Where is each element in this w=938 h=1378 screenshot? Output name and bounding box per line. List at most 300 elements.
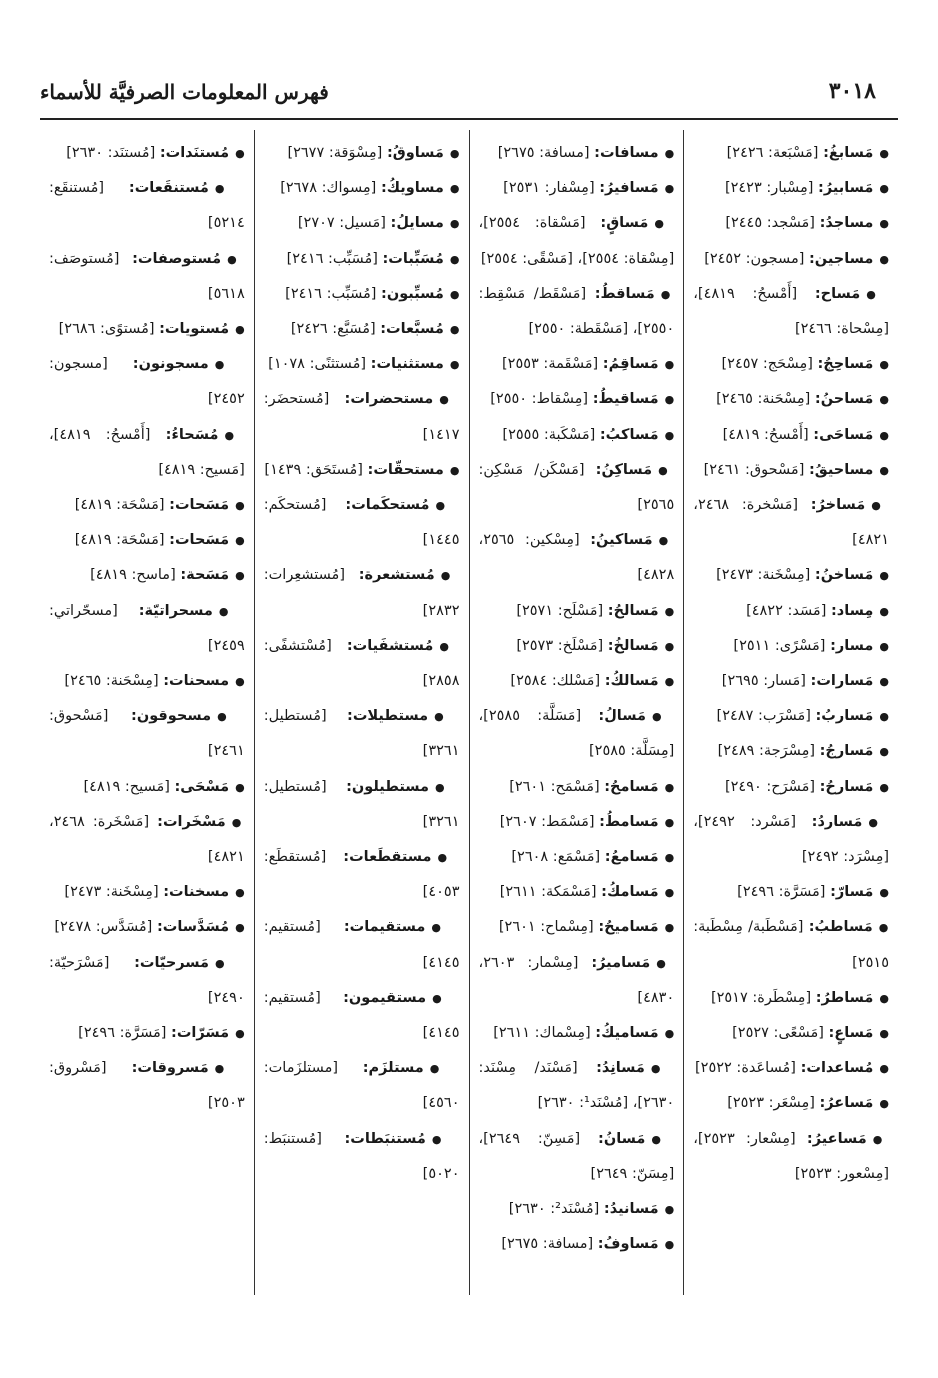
entry-headword: مَساقطُ: xyxy=(594,285,655,302)
entry-headword: مسجونون: xyxy=(132,356,209,373)
entry-headword: مَساحِجُ: xyxy=(817,356,874,373)
entry-headword: مَسارحُ: xyxy=(819,778,874,795)
entry-reference: [مَسْروق: ٢٥٠٣] xyxy=(49,1060,245,1112)
entry-headword: مَسارجُ: xyxy=(819,743,874,760)
bullet-icon: ● xyxy=(879,886,889,900)
bullet-icon: ● xyxy=(651,1132,675,1146)
index-entry xyxy=(693,1086,889,1121)
index-entry xyxy=(49,699,245,769)
entry-reference: [مُستنَد: ٢٦٣٠] xyxy=(66,145,160,161)
entry-reference: [مسافة: ٢٦٧٥] xyxy=(501,1236,598,1253)
entry-reference: [أَمْسحُ: ٤٨١٩]، [مِسْحاة: ٢٤٦٦] xyxy=(693,285,889,338)
entry-reference: [مَسار: ٢٦٩٥] xyxy=(721,673,811,690)
entry-headword: مَساطرُ: xyxy=(815,989,874,1006)
bullet-icon: ● xyxy=(449,323,460,337)
entry-reference: [مَسْحوق: ٢٤٦١] xyxy=(49,708,245,760)
index-entry xyxy=(479,453,675,523)
entry-headword: مُستحكَمات: xyxy=(345,497,430,514)
entry-reference: [مُستطيل: ٣٢٦١] xyxy=(263,778,460,830)
entry-headword: مُستنَدات: xyxy=(159,145,230,161)
index-entry xyxy=(264,910,460,980)
index-columns xyxy=(40,130,898,1295)
entry-headword: مَسَحات: xyxy=(169,497,230,514)
index-entry xyxy=(693,1051,889,1086)
index-entry xyxy=(49,136,245,171)
index-entry xyxy=(693,171,889,206)
entry-headword: مستحضرات: xyxy=(344,391,434,408)
bullet-icon: ● xyxy=(866,287,889,301)
bullet-icon: ● xyxy=(878,921,889,935)
entry-headword: مُستشفَيات: xyxy=(346,637,434,654)
index-entry xyxy=(264,488,460,558)
entry-headword: مستقطَعات: xyxy=(343,849,432,866)
bullet-icon: ● xyxy=(658,463,675,477)
bullet-icon: ● xyxy=(664,428,675,442)
bullet-icon: ● xyxy=(235,569,245,583)
entry-reference: [مَسْمَكة: ٢٦١١] xyxy=(499,884,602,901)
index-entry xyxy=(49,558,245,593)
bullet-icon: ● xyxy=(449,182,460,196)
entry-reference: [مِسْبار: ٢٤٢٣] xyxy=(724,180,819,197)
entry-reference: [مَسْكَن/ مَسْكِن: ٢٥٦٥] xyxy=(478,461,675,514)
entry-reference: [مِسْماح: ٢٦٠١] xyxy=(498,919,599,936)
index-entry xyxy=(479,418,675,453)
bullet-icon: ● xyxy=(879,147,889,160)
entry-headword: مُستويات: xyxy=(159,321,230,338)
entry-reference: [مَسيح: ٤٨١٩] xyxy=(83,778,175,795)
running-title: فهرس المعلومات الصرفيَّة للأسماء xyxy=(40,80,329,104)
bullet-icon: ● xyxy=(879,217,889,231)
bullet-icon: ● xyxy=(879,675,889,689)
entry-headword: مُساعدات: xyxy=(800,1060,874,1077)
bullet-icon: ● xyxy=(664,393,675,407)
bullet-icon: ● xyxy=(664,780,675,794)
bullet-icon: ● xyxy=(214,358,245,372)
entry-headword: مَسانُ: xyxy=(598,1130,646,1147)
bullet-icon: ● xyxy=(872,1132,889,1146)
entry-headword: مَسامحُ: xyxy=(604,778,659,795)
index-entry xyxy=(49,946,245,1016)
entry-headword: مَساح: xyxy=(814,285,861,302)
index-entry xyxy=(479,1227,675,1262)
entry-headword: مَسابيرُ: xyxy=(818,180,874,197)
bullet-icon: ● xyxy=(660,287,675,301)
index-entry xyxy=(264,206,460,241)
index-entry xyxy=(693,453,889,488)
index-entry xyxy=(49,242,245,312)
index-entry xyxy=(49,805,245,875)
bullet-icon: ● xyxy=(664,604,675,618)
index-entry xyxy=(693,242,889,277)
bullet-icon: ● xyxy=(214,182,245,196)
entry-reference: [مَسْقَط/ مَسْقِط: ٢٥٥٠]، [مَسْقَطة: ٢٥٥٠] xyxy=(478,285,675,338)
entry-reference: [مُستقيم: ٤١٤٥] xyxy=(263,919,460,971)
index-entry xyxy=(693,594,889,629)
entry-headword: مَسامعُ: xyxy=(604,849,659,866)
entry-headword: مَساوقُ: xyxy=(386,145,444,161)
entry-headword: مَسانيدُ: xyxy=(603,1201,659,1218)
entry-reference: [مِسْعار: ٢٥٢٣]، [مِسْعور: ٢٥٢٣] xyxy=(693,1130,889,1182)
bullet-icon: ● xyxy=(449,217,460,231)
index-entry xyxy=(693,206,889,241)
entry-reference: [مِسْكين: ٢٥٦٥، ٤٨٢٨] xyxy=(478,532,675,584)
index-entry xyxy=(264,1051,460,1121)
entry-reference: [مِسْخَنة: ٢٤٧٣] xyxy=(716,567,815,584)
index-column-4 xyxy=(40,130,255,1295)
bullet-icon: ● xyxy=(235,675,245,689)
entry-reference: [مُستثنًى: ١٠٧٨] xyxy=(268,356,371,373)
entry-headword: مُسَحاءُ: xyxy=(165,426,219,443)
index-entry xyxy=(264,347,460,382)
bullet-icon: ● xyxy=(235,499,245,513)
index-entry xyxy=(264,558,460,628)
bullet-icon: ● xyxy=(664,1203,675,1217)
index-entry xyxy=(693,488,889,558)
entry-headword: مَساكِنُ: xyxy=(595,461,653,478)
entry-headword: مَساقيطُ: xyxy=(592,391,659,408)
index-entry xyxy=(693,981,889,1016)
entry-reference: [مَسْقَمة: ٢٥٥٣] xyxy=(502,356,603,373)
index-entry xyxy=(693,734,889,769)
index-entry xyxy=(693,875,889,910)
index-entry xyxy=(479,629,675,664)
bullet-icon: ● xyxy=(664,147,675,160)
entry-reference: [مَسْلَح: ٢٥٧١] xyxy=(516,602,608,619)
bullet-icon: ● xyxy=(879,358,889,372)
bullet-icon: ● xyxy=(437,851,460,865)
entry-headword: مساجدُ: xyxy=(819,215,874,232)
entry-reference: [مَسْقاة: ٢٥٥٤]، [مِسْقاة: ٢٥٥٤]، [مَسْقًى: ٢٥٥٤] xyxy=(478,215,675,267)
entry-reference: [مِسْفار: ٢٥٣١] xyxy=(503,180,600,197)
entry-reference: [مَسِنّ: ٢٦٤٩]، [مِسَنّ: ٢٦٤٩] xyxy=(478,1130,675,1182)
entry-reference: [مسافة: ٢٦٧٥] xyxy=(497,145,595,161)
bullet-icon: ● xyxy=(879,745,889,759)
entry-reference: [مُستنقَع: ٥٢١٤] xyxy=(49,180,245,232)
bullet-icon: ● xyxy=(664,921,675,935)
index-entry xyxy=(264,382,460,452)
bullet-icon: ● xyxy=(664,1027,675,1041)
entry-reference: [مَسْمَط: ٢٦٠٧] xyxy=(499,813,600,830)
entry-headword: مَسَرّات: xyxy=(171,1025,230,1042)
bullet-icon: ● xyxy=(235,780,245,794)
index-entry xyxy=(479,664,675,699)
entry-reference: [مَسْنَد/ مِسْنَد: ٢٦٣٠]، [مُسْنَد¹: ٢٦٣٠] xyxy=(478,1060,675,1112)
index-entry xyxy=(264,629,460,699)
index-entry xyxy=(49,1016,245,1051)
bullet-icon: ● xyxy=(879,569,889,583)
entry-reference: [مِسْوَقة: ٢٦٧٧] xyxy=(287,145,387,161)
entry-reference: [مُستَحَق: ١٤٣٩] xyxy=(264,461,368,478)
bullet-icon: ● xyxy=(664,886,675,900)
entry-headword: مستطيلون: xyxy=(346,778,430,795)
bullet-icon: ● xyxy=(235,323,245,337)
index-entry xyxy=(49,770,245,805)
entry-headword: مستطيلات: xyxy=(347,708,429,725)
index-entry xyxy=(49,312,245,347)
bullet-icon: ● xyxy=(434,710,460,724)
bullet-icon: ● xyxy=(654,217,675,231)
bullet-icon: ● xyxy=(217,710,245,724)
bullet-icon: ● xyxy=(218,604,245,618)
entry-reference: [مَسْمَع: ٢٦٠٨] xyxy=(511,849,605,866)
entry-headword: مسحوقون: xyxy=(131,708,212,725)
entry-headword: مَسرحيّات: xyxy=(134,954,210,971)
bullet-icon: ● xyxy=(879,710,889,724)
entry-headword: مسار: xyxy=(830,637,874,654)
bullet-icon: ● xyxy=(440,569,460,583)
entry-headword: مساحيقُ: xyxy=(808,461,874,478)
index-entry xyxy=(479,875,675,910)
bullet-icon: ● xyxy=(429,1062,460,1076)
entry-headword: مسحراتيّة: xyxy=(138,602,213,619)
entry-headword: مَسارات: xyxy=(810,673,874,690)
bullet-icon: ● xyxy=(664,1238,675,1252)
index-entry xyxy=(479,277,675,347)
bullet-icon: ● xyxy=(879,780,889,794)
entry-headword: مَساكبُ: xyxy=(599,426,659,443)
bullet-icon: ● xyxy=(449,287,460,301)
index-entry xyxy=(264,1122,460,1192)
index-entry xyxy=(693,770,889,805)
bullet-icon: ● xyxy=(664,182,675,196)
entry-reference: [مَسَرَّة: ٢٤٩٦] xyxy=(78,1025,172,1042)
index-entry xyxy=(479,136,675,171)
entry-reference: [مَسْجد: ٢٤٤٥] xyxy=(725,215,820,232)
index-entry xyxy=(479,347,675,382)
bullet-icon: ● xyxy=(215,956,245,970)
entry-reference: [مَسْخَرة: ٢٤٦٨، ٤٨٢١] xyxy=(49,813,245,866)
entry-headword: مَساعٍ: xyxy=(828,1025,874,1042)
entry-reference: [مِسْحَج: ٢٤٥٧] xyxy=(721,356,818,373)
index-entry xyxy=(264,312,460,347)
index-entry xyxy=(49,418,245,488)
page-number: ٣٠١٨ xyxy=(828,78,876,104)
index-entry xyxy=(479,206,675,276)
bullet-icon: ● xyxy=(449,252,460,266)
entry-reference: [مُسَبِّب: ٢٤١٦] xyxy=(285,285,382,302)
entry-reference: [مَسْحوق: ٢٤٦١] xyxy=(703,461,809,478)
entry-headword: مَسَحات: xyxy=(169,532,230,549)
entry-headword: مُستنقَعات: xyxy=(128,180,209,197)
entry-headword: مَساخرُ: xyxy=(810,497,866,514)
entry-headword: مَسامكُ: xyxy=(601,884,659,901)
index-entry xyxy=(693,910,889,980)
bullet-icon: ● xyxy=(435,499,460,513)
index-entry xyxy=(49,488,245,523)
bullet-icon: ● xyxy=(658,534,675,548)
entry-headword: مَسَحة: xyxy=(180,567,230,584)
bullet-icon: ● xyxy=(879,1062,889,1076)
entry-reference: [مِسواك: ٢٦٧٨] xyxy=(280,180,381,197)
entry-headword: مَسالخُ: xyxy=(607,637,659,654)
entry-reference: [مِسْخَنة: ٢٤٧٣] xyxy=(64,884,164,901)
index-entry xyxy=(693,277,889,347)
index-entry xyxy=(264,981,460,1051)
index-entry xyxy=(693,664,889,699)
entry-reference: [مَسْمَح: ٢٦٠١] xyxy=(509,778,605,795)
index-entry xyxy=(49,171,245,241)
entry-headword: مَساقٍ: xyxy=(600,215,649,232)
entry-reference: [مُستحضَر: ١٤١٧] xyxy=(263,391,460,443)
bullet-icon: ● xyxy=(227,252,245,266)
index-entry xyxy=(693,1122,889,1192)
entry-headword: مَساحنُ: xyxy=(814,391,874,408)
entry-headword: مَسالحُ: xyxy=(607,602,659,619)
index-entry xyxy=(693,699,889,734)
entry-reference: [مُستوصَف: ٥٦١٨] xyxy=(49,250,245,302)
bullet-icon: ● xyxy=(235,1027,245,1041)
bullet-icon: ● xyxy=(879,182,889,196)
index-entry xyxy=(49,523,245,558)
entry-reference: [مُسَبَّع: ٢٤٢٦] xyxy=(290,321,381,338)
index-entry xyxy=(693,1016,889,1051)
bullet-icon: ● xyxy=(879,463,889,477)
entry-headword: مَسانِدُ: xyxy=(596,1060,645,1077)
bullet-icon: ● xyxy=(868,815,889,829)
entry-reference: [مِسْرَجة: ٢٤٨٩] xyxy=(717,743,820,760)
entry-reference: [مِسْحَنة: ٢٤٦٥] xyxy=(64,673,164,690)
index-entry xyxy=(479,1122,675,1192)
entry-reference: [مُستطيل: ٣٢٦١] xyxy=(263,708,460,760)
entry-reference: [مُستقيم: ٤١٤٥] xyxy=(263,989,460,1042)
bullet-icon: ● xyxy=(879,1097,889,1111)
bullet-icon: ● xyxy=(664,851,675,865)
bullet-icon: ● xyxy=(235,886,245,900)
entry-reference: [مِسْحَنة: ٢٤٦٥] xyxy=(716,391,815,408)
index-entry xyxy=(693,347,889,382)
entry-reference: [مُستشعِرات: ٢٨٣٢] xyxy=(263,567,460,619)
bullet-icon: ● xyxy=(651,710,675,724)
index-entry xyxy=(264,277,460,312)
entry-headword: مسافات: xyxy=(594,145,659,161)
entry-headword: مسحنات: xyxy=(163,673,230,690)
entry-headword: مَسالُ: xyxy=(598,708,646,725)
entry-reference: [مَسْبَعة: ٢٤٢٦] xyxy=(726,145,824,161)
index-entry xyxy=(479,382,675,417)
bullet-icon: ● xyxy=(231,815,245,829)
index-entry xyxy=(479,910,675,945)
entry-headword: مستثنيات: xyxy=(370,356,444,373)
entry-reference: [مُسْتشفًى: ٢٨٥٨] xyxy=(263,637,460,690)
entry-reference: [مُستنبَط: ٥٠٢٠] xyxy=(263,1130,460,1182)
entry-headword: مسخنات: xyxy=(163,884,230,901)
bullet-icon: ● xyxy=(879,393,889,407)
bullet-icon: ● xyxy=(656,956,675,970)
entry-headword: مُستوصفات: xyxy=(132,250,222,267)
entry-headword: مَساعيرُ: xyxy=(806,1130,867,1147)
index-entry xyxy=(49,875,245,910)
bullet-icon: ● xyxy=(871,499,889,513)
entry-reference: [مَسْلَخ: ٢٥٧٣] xyxy=(516,637,608,654)
entry-reference: [مَسْحَة: ٤٨١٩] xyxy=(74,532,170,549)
entry-reference: [مَسْرد: ٢٤٩٢]، [مِسْرَد: ٢٤٩٢] xyxy=(693,813,889,866)
index-entry xyxy=(693,805,889,875)
entry-reference: [مَسيل: ٢٧٠٧] xyxy=(297,215,391,232)
entry-reference: [ماسح: ٤٨١٩] xyxy=(90,567,181,584)
index-entry xyxy=(264,171,460,206)
entry-reference: [مَسْخرة: ٢٤٦٨، ٤٨٢١] xyxy=(693,497,889,549)
index-entry xyxy=(479,1016,675,1051)
entry-reference: [مِسْقاط: ٢٥٥٠] xyxy=(490,391,593,408)
entry-reference: [مَسْرَب: ٢٤٨٧] xyxy=(716,708,816,725)
index-entry xyxy=(693,629,889,664)
index-entry xyxy=(693,136,889,171)
entry-headword: مستلزَم: xyxy=(362,1060,424,1077)
entry-headword: مَساميرُ: xyxy=(591,954,651,971)
bullet-icon: ● xyxy=(449,147,460,160)
page-header xyxy=(40,70,898,116)
entry-headword: مُسَدَّسات: xyxy=(156,919,230,936)
entry-headword: مُستنبَطات: xyxy=(344,1130,426,1147)
index-entry xyxy=(264,840,460,910)
entry-headword: مَساقِمُ: xyxy=(602,356,659,373)
entry-reference: [مَسْلك: ٢٥٨٤] xyxy=(510,673,605,690)
entry-headword: مَسامطُ: xyxy=(599,813,659,830)
entry-reference: [مَسْرَحيّة: ٢٤٩٠] xyxy=(49,954,245,1006)
entry-reference: [مِسْطَرة: ٢٥١٧] xyxy=(710,989,816,1006)
bullet-icon: ● xyxy=(879,428,889,442)
bullet-icon: ● xyxy=(439,639,460,653)
bullet-icon: ● xyxy=(235,147,245,160)
index-entry xyxy=(693,558,889,593)
entry-headword: مَسْخَرات: xyxy=(157,813,226,830)
entry-headword: مسايلُ: xyxy=(390,215,444,232)
bullet-icon: ● xyxy=(879,991,889,1005)
bullet-icon: ● xyxy=(431,1132,460,1146)
entry-headword: مُسبَّعات: xyxy=(380,321,444,338)
index-entry xyxy=(479,594,675,629)
entry-headword: مَساميكُ: xyxy=(595,1025,659,1042)
index-column-2 xyxy=(470,130,685,1295)
index-column-3 xyxy=(255,130,470,1295)
entry-headword: مَساكينُ: xyxy=(590,532,653,549)
entry-headword: مَسروقات: xyxy=(131,1060,209,1077)
entry-reference: [مستلزَمات: ٤٥٦٠] xyxy=(263,1060,460,1112)
index-entry xyxy=(264,136,460,171)
bullet-icon: ● xyxy=(664,639,675,653)
bullet-icon: ● xyxy=(879,639,889,653)
index-entry xyxy=(479,699,675,769)
entry-headword: مَساربُ: xyxy=(815,708,874,725)
entry-reference: [مُسْنَد²: ٢٦٣٠] xyxy=(508,1201,604,1218)
bullet-icon: ● xyxy=(235,534,245,548)
entry-headword: مَساعرُ: xyxy=(819,1095,874,1112)
entry-reference: [مَسْكَبة: ٢٥٥٥] xyxy=(502,426,600,443)
index-entry xyxy=(479,770,675,805)
entry-headword: مَسالكُ: xyxy=(604,673,659,690)
entry-headword: مَساردُ: xyxy=(811,813,863,830)
entry-headword: مَساطبُ: xyxy=(808,919,873,936)
bullet-icon: ● xyxy=(664,815,675,829)
bullet-icon: ● xyxy=(449,358,460,372)
index-entry xyxy=(49,594,245,664)
bullet-icon: ● xyxy=(879,604,889,618)
bullet-icon: ● xyxy=(224,428,245,442)
bullet-icon: ● xyxy=(431,921,460,935)
index-entry xyxy=(49,1051,245,1121)
index-entry xyxy=(479,1051,675,1121)
entry-headword: مَساوفُ: xyxy=(597,1236,659,1253)
index-entry xyxy=(264,453,460,488)
index-entry xyxy=(49,910,245,945)
entry-reference: [مُستقطَع: ٤٠٥٣] xyxy=(263,849,460,901)
bullet-icon: ● xyxy=(650,1062,675,1076)
entry-reference: [مِسْماك: ٢٦١١] xyxy=(493,1025,596,1042)
bullet-icon: ● xyxy=(432,991,460,1005)
entry-headword: مستحقّات: xyxy=(367,461,444,478)
entry-reference: [مُستوًى: ٢٦٨٦] xyxy=(58,321,160,338)
entry-reference: [مُستحكَم: ١٤٤٥] xyxy=(263,497,460,549)
